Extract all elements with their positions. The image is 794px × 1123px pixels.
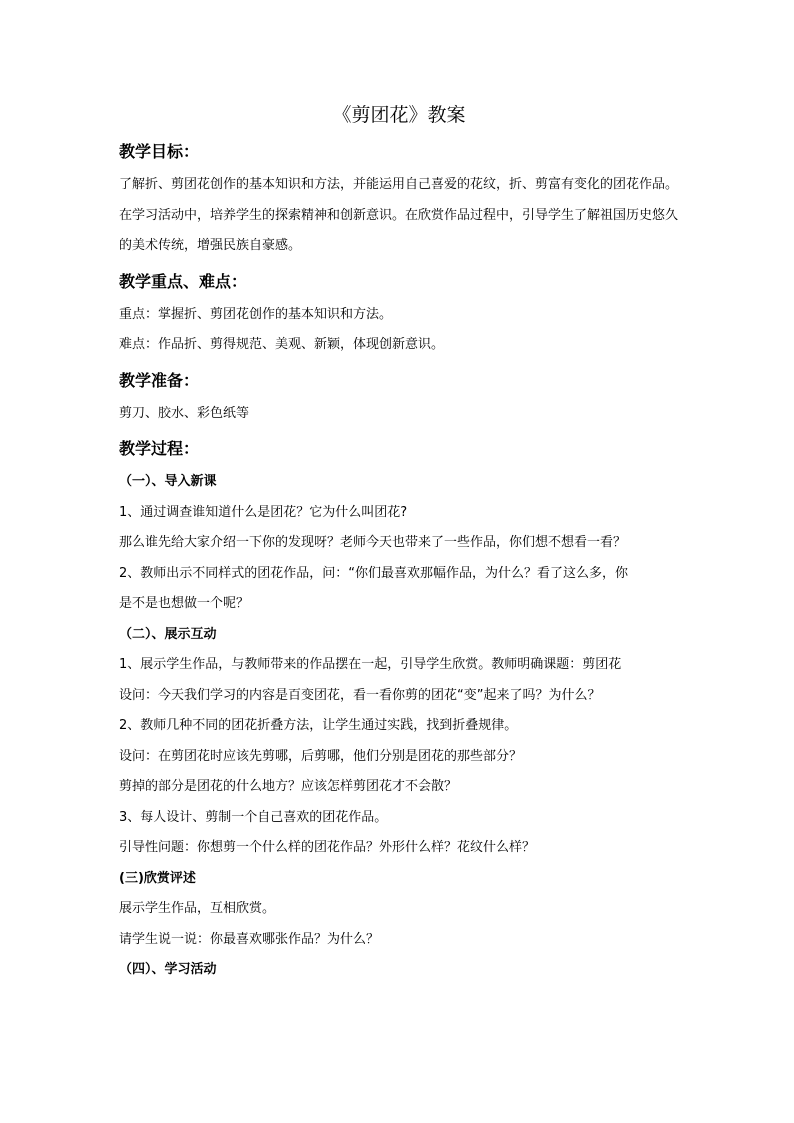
process-heading: 教学过程：: [119, 439, 200, 458]
key-points-heading: 教学重点、难点：: [119, 271, 248, 291]
process-part2-line: 设问：今天我们学习的内容是百变团花，看一看你剪的团花“变”起来了吗？为什么？: [119, 687, 601, 703]
key-point-text: 重点：掌握折、剪团花创作的基本知识和方法。: [119, 306, 393, 322]
process-part3-heading: (三)欣赏评述: [119, 870, 196, 886]
process-part1-heading: （一）、导入新课: [119, 474, 217, 489]
process-part2-heading: （二）、展示互动: [119, 626, 217, 642]
preparation-heading: 教学准备：: [119, 370, 200, 390]
document-body: [119, 100, 679, 986]
difficult-point-text: 难点：作品折、剪得规范、美观、新颖，体现创新意识。: [119, 337, 445, 352]
process-part1-line: 1、通过调查谁知道什么是团花？它为什么叫团花?: [119, 504, 408, 520]
process-part3-line: 请学生说一说：你最喜欢哪张作品？为什么？: [119, 931, 380, 947]
document-title: 《剪团花》教案: [332, 104, 466, 126]
process-part1-line: 那么谁先给大家介绍一下你的发现呀？老师今天也带来了一些作品，你们想不想看一看？: [119, 535, 627, 550]
objectives-text: 了解折、剪团花创作的基本知识和方法，并能运用自己喜爱的花纹，折、剪富有变化的团花作品。在学习活动中，培养学生的探索精神和创新意识。在欣赏作品过程中，引导学生了解祖国历史悠久的美术传统，增强民族自豪感。: [119, 177, 679, 253]
process-part1-line: 是不是也想做一个呢？: [119, 596, 250, 611]
process-part3-line: 展示学生作品，互相欣赏。: [119, 901, 276, 916]
process-part2-line: 剪掉的部分是团花的什么地方？应该怎样剪团花才不会散？: [119, 779, 458, 794]
process-part2-line: 3、每人设计、剪制一个自己喜欢的团花作品。: [119, 809, 388, 825]
process-part2-line: 设问：在剪团花时应该先剪哪，后剪哪，他们分别是团花的那些部分？: [119, 748, 523, 764]
process-part2-line: 引导性问题：你想剪一个什么样的团花作品？外形什么样？花纹什么样？: [119, 840, 536, 855]
process-part4-heading: （四）、学习活动: [119, 962, 217, 977]
preparation-text: 剪刀、胶水、彩色纸等: [119, 405, 250, 421]
process-part2-line: 2、教师几种不同的团花折叠方法，让学生通过实践，找到折叠规律。: [119, 718, 518, 733]
objectives-heading: 教学目标：: [119, 142, 200, 161]
process-part2-line: 1、展示学生作品，与教师带来的作品摆在一起，引导学生欣赏。教师明确课题：剪团花: [119, 657, 622, 672]
process-part1-line: 2、教师出示不同样式的团花作品，问：“你们最喜欢那幅作品，为什么？看了这么多，你: [119, 565, 629, 581]
